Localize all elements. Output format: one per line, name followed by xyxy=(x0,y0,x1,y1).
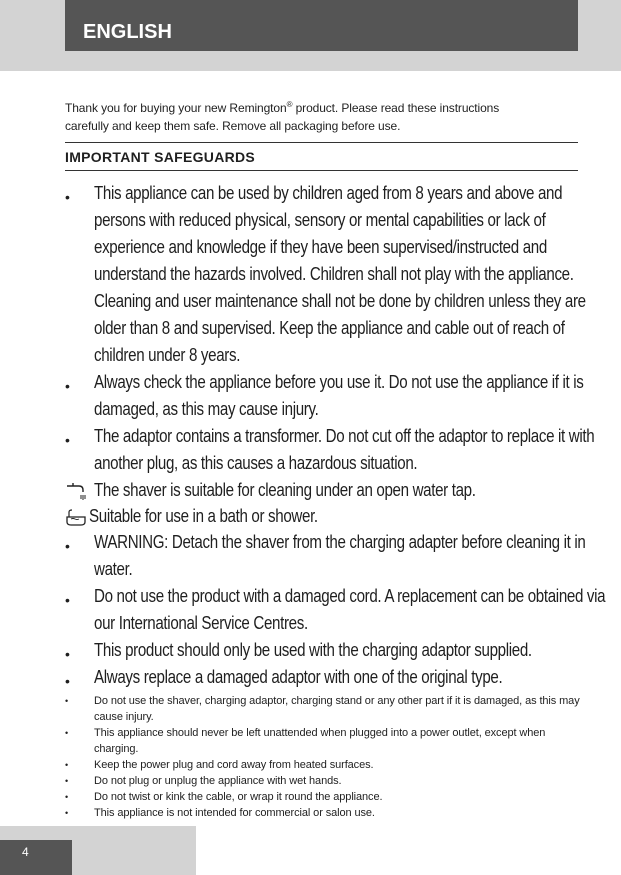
safeguard-text: This product should only be used with the charging adaptor supplied. xyxy=(94,640,532,660)
intro-line2: carefully and keep them safe. Remove all packaging before use. xyxy=(65,119,401,133)
small-safeguard-text: Do not twist or kink the cable, or wrap it round the appliance. xyxy=(94,791,383,803)
small-safeguard-item xyxy=(65,757,580,773)
page-number: 4 xyxy=(0,840,72,875)
small-safeguard-item xyxy=(65,789,580,805)
language-label: ENGLISH xyxy=(83,21,172,43)
small-safeguard-item xyxy=(65,773,580,789)
safeguards-list xyxy=(65,180,606,821)
small-safeguard-text: Do not use the shaver, charging adaptor, charging stand or any other part if it is damaged, as this may cause injury. xyxy=(94,695,580,723)
safeguard-item xyxy=(65,423,595,477)
bullet-icon: • xyxy=(65,760,69,770)
bullet-icon: • xyxy=(65,696,69,706)
bullet-icon: • xyxy=(65,728,69,738)
bullet-icon: • xyxy=(65,538,70,554)
tap-line xyxy=(65,477,580,503)
section-heading: IMPORTANT SAFEGUARDS xyxy=(65,149,256,165)
bullet-icon: • xyxy=(65,592,70,608)
intro-text xyxy=(65,96,565,135)
safeguard-text: Do not use the product with a damaged cord. A replacement can be obtained via our International Service Centres. xyxy=(94,586,606,633)
bullet-icon: • xyxy=(65,378,70,394)
bullet-icon: • xyxy=(65,808,69,818)
bullet-icon: • xyxy=(65,646,70,662)
bullet-icon: • xyxy=(65,673,70,689)
registered-mark: ® xyxy=(286,100,293,109)
safeguard-item xyxy=(65,529,586,583)
intro-line1-b: product. Please read these instructions xyxy=(292,101,500,115)
safeguard-item xyxy=(65,637,580,664)
bath-line xyxy=(65,503,580,529)
safeguard-text: WARNING: Detach the shaver from the charging adapter before cleaning it in water. xyxy=(94,532,586,579)
safeguard-text: Always check the appliance before you use it. Do not use the appliance if it is damaged, as this may cause injury. xyxy=(94,372,584,419)
small-safeguard-text: Keep the power plug and cord away from heated surfaces. xyxy=(94,759,374,771)
safeguard-item xyxy=(65,664,580,691)
safeguard-text: Always replace a damaged adaptor with one of the original type. xyxy=(94,667,503,687)
small-safeguard-item xyxy=(65,693,580,725)
small-safeguard-item xyxy=(65,805,580,821)
tap-text: The shaver is suitable for cleaning under an open water tap. xyxy=(94,480,476,500)
bullet-icon: • xyxy=(65,792,69,802)
language-tab xyxy=(65,0,578,51)
heading-rule-top xyxy=(65,142,578,143)
safeguard-item xyxy=(65,180,586,369)
safeguard-text: This appliance can be used by children aged from 8 years and above and persons with reduced physical, sensory or mental capabilities or lack of experience and knowledge if they have been supervised/instructed and understand the hazards involved. Children shall not play with the appliance. Cleaning and user maintenance shall not be done by children unless they are older than 8 and supervised. Keep the appliance and cable out of reach of children under 8 years. xyxy=(94,183,586,365)
water-tap-icon xyxy=(65,482,91,502)
bullet-icon: • xyxy=(65,776,69,786)
safeguard-item xyxy=(65,369,584,423)
safeguard-item xyxy=(65,583,606,637)
bullet-icon: • xyxy=(65,189,70,205)
intro-line1-a: Thank you for buying your new Remington xyxy=(65,101,287,115)
small-safeguard-text: This appliance should never be left unattended when plugged into a power outlet, except when charging. xyxy=(94,727,546,755)
bath-text: Suitable for use in a bath or shower. xyxy=(89,506,318,526)
bath-icon xyxy=(65,509,87,527)
small-safeguard-text: Do not plug or unplug the appliance with wet hands. xyxy=(94,775,342,787)
bullet-icon: • xyxy=(65,432,70,448)
safeguard-text: The adaptor contains a transformer. Do not cut off the adaptor to replace it with another plug, as this causes a hazardous situation. xyxy=(94,426,595,473)
small-safeguard-item xyxy=(65,725,580,757)
small-safeguard-text: This appliance is not intended for commercial or salon use. xyxy=(94,807,375,819)
heading-rule-bottom xyxy=(65,170,578,171)
